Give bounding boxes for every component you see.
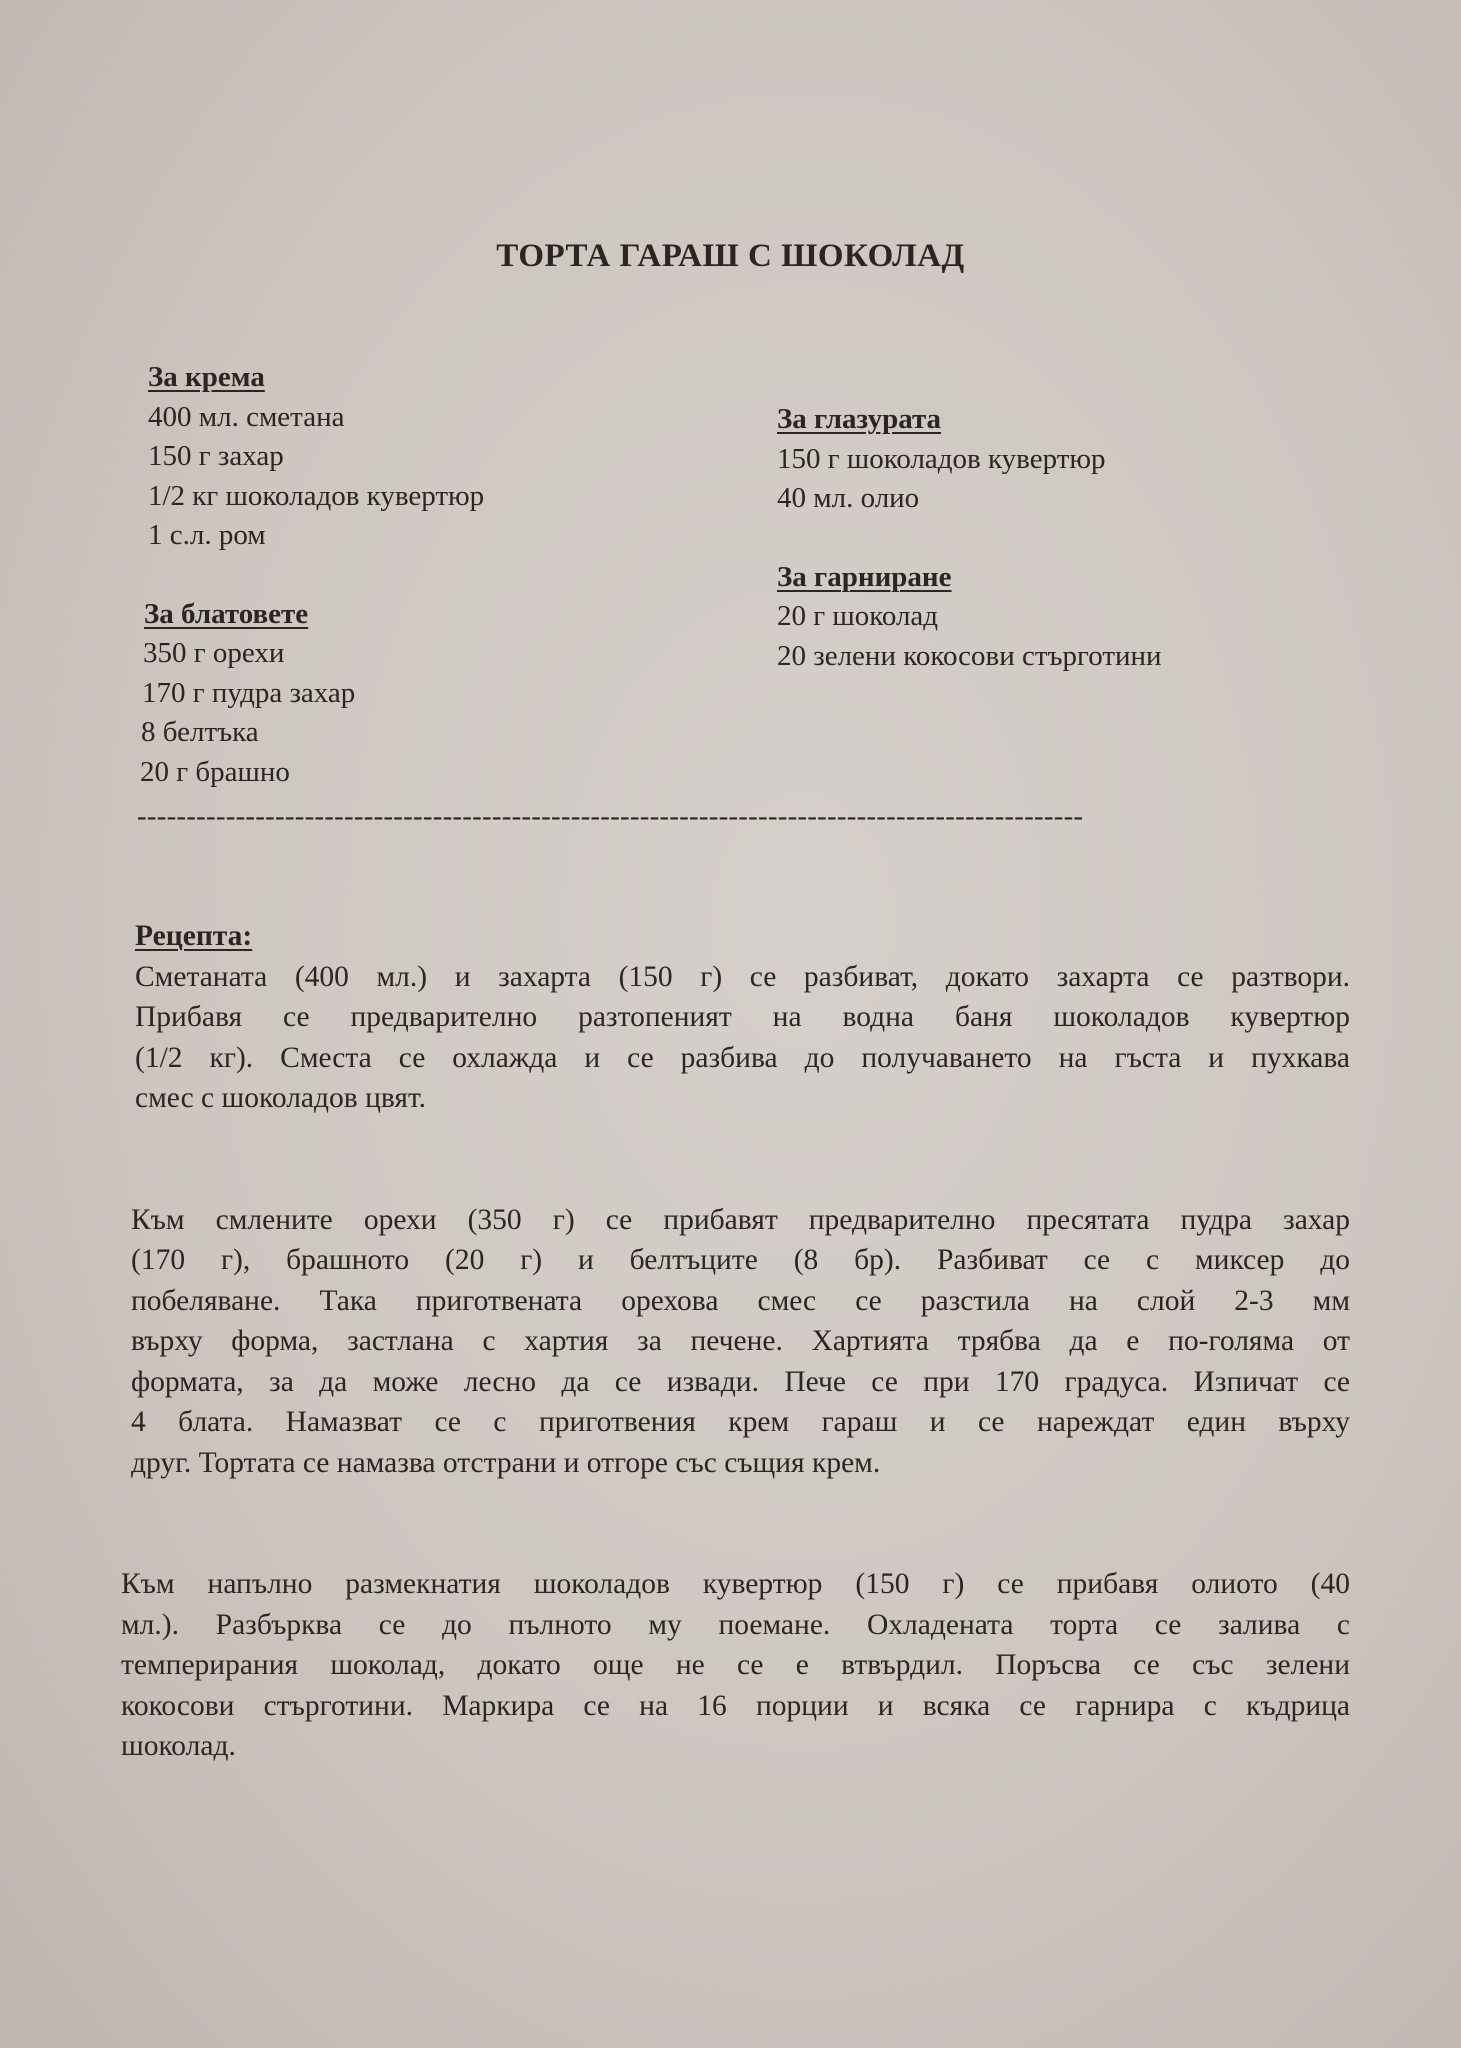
layers-item: 170 г пудра захар (142, 676, 356, 709)
recipe-paragraph-1 (135, 957, 1350, 1119)
left-ingredients-column (140, 358, 485, 792)
cream-heading: За крема (148, 361, 265, 393)
text-line: побеляване. Така приготвената орехова смес се разстила на слой 2-3 мм (131, 1284, 1350, 1317)
recipe-paragraph-2 (131, 1200, 1350, 1484)
garnish-heading: За гарниране (777, 560, 952, 593)
text-line: Към смлените орехи (350 г) се прибавят предварително пресятата пудра захар (131, 1203, 1350, 1236)
text-line: (170 г), брашното (20 г) и белтъците (8 бр). Разбиват се с миксер до (131, 1244, 1350, 1276)
right-ingredients-column (777, 400, 1162, 676)
cream-item: 150 г захар (148, 440, 284, 472)
cream-item: 400 мл. сметана (148, 400, 345, 433)
cream-item: 1 с.л. ром (148, 519, 266, 551)
text-line: 4 блата. Намазват се с приготвения крем гараш и се нареждат един върху (131, 1406, 1350, 1438)
document-title: ТОРТА ГАРАШ С ШОКОЛАД (496, 238, 965, 274)
text-line: смес с шоколадов цвят. (135, 1082, 427, 1114)
text-line: (1/2 кг). Сместа се охлажда и се разбива до получаването на гъста и пухкава (135, 1041, 1350, 1074)
cream-item: 1/2 кг шоколадов кувертюр (148, 479, 485, 512)
recipe-section (121, 916, 1350, 1767)
text-line: Към напълно размекнатия шоколадов кувертюр (150 г) се прибавя олиото (40 (121, 1568, 1350, 1600)
recipe-heading: Рецепта: (135, 920, 253, 952)
recipe-paragraph-3 (121, 1564, 1350, 1767)
dashed-separator: ------------------------------------------------------------------------------------------------ (137, 800, 1084, 832)
text-line: друг. Тортата се намазва отстрани и отгоре със същия крем. (131, 1446, 881, 1479)
glaze-item: 40 мл. олио (777, 482, 920, 514)
text-line: шоколад. (121, 1730, 236, 1762)
garnish-item: 20 зелени кокосови стърготини (777, 639, 1162, 672)
layers-item: 350 г орехи (143, 637, 285, 669)
text-line: темперирания шоколад, докато още не се е втвърдил. Поръсва се със зелени (121, 1649, 1350, 1681)
layers-heading: За блатовете (144, 597, 309, 630)
text-line: Сметаната (400 мл.) и захарта (150 г) се разбиват, докато захарта се разтвори. (135, 960, 1350, 993)
layers-item: 8 белтъка (141, 716, 259, 748)
text-line: формата, за да може лесно да се извади. Пече се при 170 градуса. Изпичат се (131, 1365, 1350, 1398)
layers-item: 20 г брашно (140, 755, 290, 788)
garnish-item: 20 г шоколад (777, 600, 939, 632)
glaze-heading: За глазурата (777, 403, 942, 435)
text-line: Прибавя се предварително разтопеният на водна баня шоколадов кувертюр (135, 1001, 1350, 1033)
glaze-item: 150 г шоколадов кувертюр (777, 442, 1106, 475)
text-line: върху форма, застлана с хартия за печене. Хартията трябва да е по-голяма от (131, 1325, 1350, 1357)
text-line: мл.). Разбърква се до пълното му поемане. Охладената торта се залива с (121, 1608, 1350, 1641)
text-line: кокосови стърготини. Маркира се на 16 порции и всяка се гарнира с къдрица (121, 1689, 1350, 1722)
